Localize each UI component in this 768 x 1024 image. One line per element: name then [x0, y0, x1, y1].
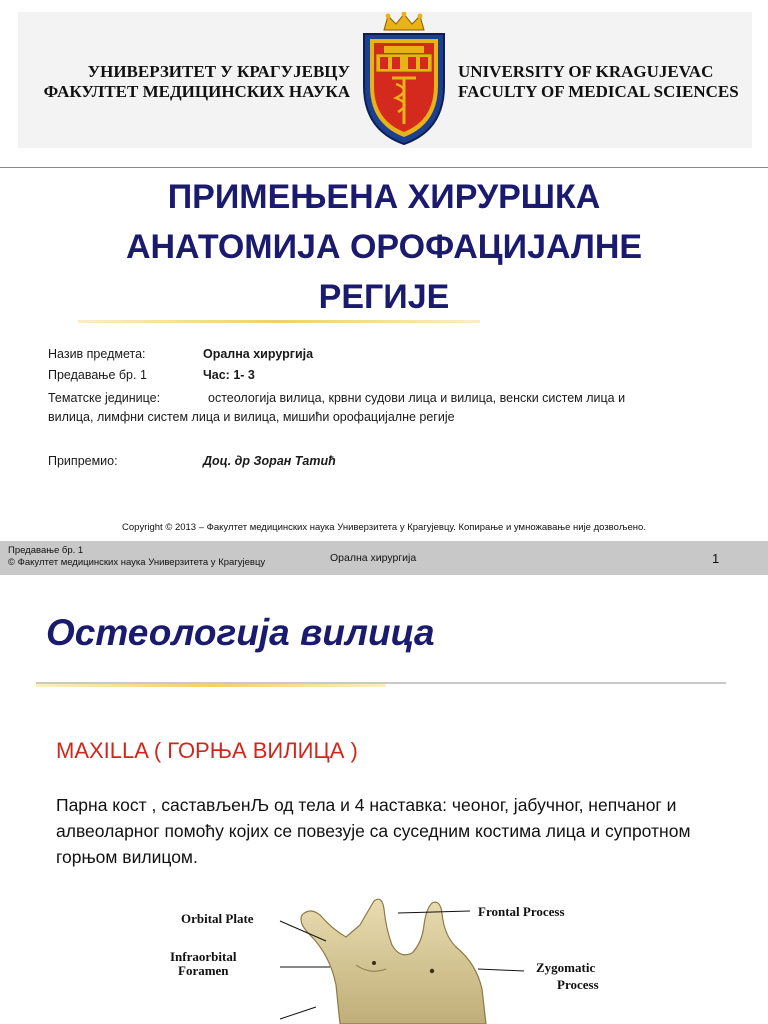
label-zygomatic: Zygomatic [536, 960, 596, 975]
topics-value-continued: вилица, лимфни систем лица и вилица, мишићи орофацијалне регије [48, 410, 455, 424]
label-infraorbital: Infraorbital [170, 949, 237, 964]
title-underline [78, 320, 480, 323]
university-name-english: UNIVERSITY OF KRAGUJEVAC FACULTY OF MEDICAL SCIENCES [458, 62, 739, 101]
hour-value: Час: 1- 3 [203, 368, 255, 382]
label-frontal-process: Frontal Process [478, 904, 565, 919]
footer-left-text: Предавање бр. 1 © Факултет медицинских наука Универзитета у Крагујевцу [8, 545, 266, 568]
section-title: Остеологија вилица [46, 612, 435, 653]
topics-value: остеологија вилица, крвни судови лица и вилица, венски систем лица и [208, 391, 626, 405]
header-divider [0, 167, 768, 168]
lecture-label: Предавање бр. 1 [48, 368, 147, 382]
page-number: 1 [712, 551, 720, 566]
section-subtitle: MAXILLA ( ГОРЊА ВИЛИЦА ) [56, 738, 358, 763]
footer-course-name: Орална хирургија [330, 552, 417, 564]
topics-label: Тематске јединице: [48, 391, 161, 405]
subject-value: Орална хирургија [203, 347, 314, 361]
copyright-notice: Copyright © 2013 – Факултет медицинских наука Универзитета у Крагујевцу. Копирање и умножавање није дозвољено. [122, 522, 646, 533]
author-name: Доц. др Зоран Татић [203, 454, 336, 468]
prepared-label: Припремио: [48, 454, 118, 468]
label-foramen: Foramen [178, 963, 229, 978]
label-orbital-plate: Orbital Plate [181, 911, 254, 926]
university-crest-icon [356, 12, 452, 148]
subject-label: Назив предмета: [48, 347, 146, 361]
section-underline [36, 684, 386, 687]
slide-title: ПРИМЕЊЕНА ХИРУРШКА АНАТОМИЈА ОРОФАЦИЈАЛНЕ РЕГИЈЕ [125, 178, 643, 316]
university-name-serbian: УНИВЕРЗИТЕТ У КРАГУЈЕВЦУ ФАКУЛТЕТ МЕДИЦИНСКИХ НАУКА [43, 62, 350, 101]
label-process: Process [557, 977, 599, 992]
section-body-text: Парна кост , састављенЉ од тела и 4 наставка: чеоног, јабучног, непчаног и алвеоларног помоћу којих се повезује са суседним костима лица и супротном горњом вилицом. [56, 795, 691, 867]
